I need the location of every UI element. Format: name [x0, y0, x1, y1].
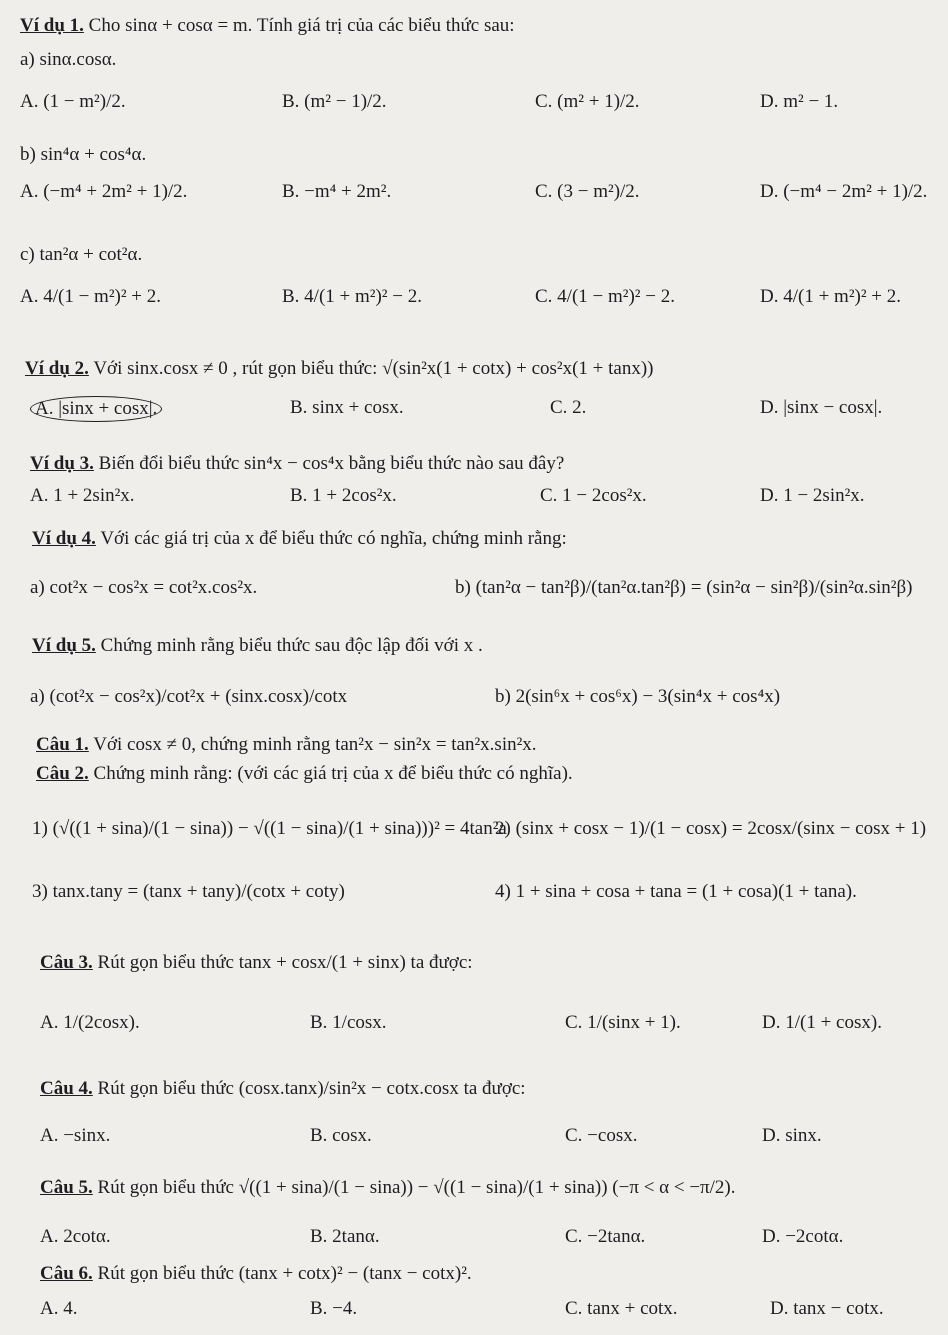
ex1-b-option-d: D. (−m⁴ − 2m² + 1)/2. — [760, 181, 928, 202]
q4-option-d: D. sinx. — [762, 1125, 822, 1146]
ex2-option-d: D. |sinx − cosx|. — [760, 397, 883, 418]
q4-option-b: B. cosx. — [310, 1125, 372, 1146]
q1-statement: Với cosx ≠ 0, chứng minh rằng tan²x − sin²x = tan²x.sin²x. — [93, 734, 537, 755]
q2-part-3: 3) tanx.tany = (tanx + tany)/(cotx + coty) — [32, 881, 345, 902]
q6-statement: Rút gọn biểu thức (tanx + cotx)² − (tanx − cotx)². — [97, 1263, 472, 1284]
q4-title: Câu 4. — [40, 1078, 93, 1099]
ex3-statement: Biến đổi biểu thức sin⁴x − cos⁴x bằng biểu thức nào sau đây? — [98, 453, 565, 474]
q2-title: Câu 2. — [36, 763, 89, 784]
q5-option-b: B. 2tanα. — [310, 1226, 380, 1247]
q3-title: Câu 3. — [40, 952, 93, 973]
q4-option-a: A. −sinx. — [40, 1125, 111, 1146]
ex4-title: Ví dụ 4. — [32, 528, 96, 549]
ex5-part-b: b) 2(sin⁶x + cos⁶x) − 3(sin⁴x + cos⁴x) — [495, 686, 781, 707]
ex1-b-option-b: B. −m⁴ + 2m². — [282, 181, 392, 202]
q2-part-2: 2) (sinx + cosx − 1)/(1 − cosx) = 2cosx/(sinx − cosx + 1) — [495, 818, 927, 839]
worksheet-page: Ví dụ 1. Cho sinα + cosα = m. Tính giá trị của các biểu thức sau: a) sinα.cosα. A. (1 − m²)/2. B. (m² − 1)/2. C. (m² + 1)/2. D. m² − 1. b) sin⁴α + cos⁴α. A. (−m⁴ + 2m² + 1)/2. B. −m⁴ + 2m². C. (3 − m²)/2. D. (−m⁴ − 2m² + 1)/2. c) tan²α + cot²α. A. 4/(1 − m²)² + 2. B. 4/(1 + m²)² − 2. C. 4/(1 − m²)² − 2. D. 4/(1 + m²)² + 2. Ví dụ 2. Với sinx.cosx ≠ 0 , rút gọn biểu thức: √(sin²x(1 + cotx) + cos²x(1 + tanx)) A. |sinx + cosx|. B. sinx + cosx. C. 2. D. |sinx − cosx|. Ví dụ 3. Biến đổi biểu thức sin⁴x − cos⁴x bằng biểu thức nào sau đây? A. 1 + 2sin²x. B. 1 + 2cos²x. C. 1 − 2cos²x. D. 1 − 2sin²x. Ví dụ 4. Với các giá trị của x để biểu thức có nghĩa, chứng minh rằng: a) cot²x − cos²x = cot²x.cos²x. b) (tan²α − tan²β)/(tan²α.tan²β) = (sin²α − sin²β)/(sin²α.sin²β) Ví dụ 5. Chứng minh rằng biểu thức sau độc lập đối với x . a) (cot²x − cos²x)/cot²x + (sinx.cosx)/cotx b) 2(sin⁶x + cos⁶x) − 3(sin⁴x + cos⁴x) Câu 1. Với cosx ≠ 0, chứng minh rằng tan²x − sin²x = tan²x.sin²x. Câu 2. Chứng minh rằng: (với các giá trị của x để biểu thức có nghĩa). 1) (√((1 + sina)/(1 − sina)) − √((1 − sina)/(1 + sina)))² = 4tan²a 2) (sinx + cosx − 1)/(1 − cosx) = 2cosx/(sinx − cosx + 1) 3) tanx.tany = (tanx + tany)/(cotx + coty) 4) 1 + sina + cosa + tana = (1 + cosa)(1 + tana). Câu 3. Rút gọn biểu thức tanx + cosx/(1 + sinx) ta được: A. 1/(2cosx). B. 1/cosx. C. 1/(sinx + 1). D. 1/(1 + cosx). Câu 4. Rút gọn biểu thức (cosx.tanx)/sin²x − cotx.cosx ta được: A. −sinx. B. cosx. C. −cosx. D. sinx. Câu 5. Rút gọn biểu thức √((1 + sina)/(1 − sina)) − √((1 − sina)/(1 + sina)) (−π < α < −π/2). A. 2cotα. B. 2tanα. C. −2tanα. D. −2cotα. Câu 6. Rút gọn biểu thức (tanx + cotx)² − (tanx − cotx)². A. 4. B. −4. C. tanx + cotx. D. tanx − cotx. — [20, 15, 928, 1319]
ex4-part-b: b) (tan²α − tan²β)/(tan²α.tan²β) = (sin²α − sin²β)/(sin²α.sin²β) — [455, 577, 913, 598]
q2-statement: Chứng minh rằng: (với các giá trị của x để biểu thức có nghĩa). — [93, 763, 573, 784]
q6-option-c: C. tanx + cotx. — [565, 1298, 678, 1319]
q5-title: Câu 5. — [40, 1177, 93, 1198]
ex1-c-option-a: A. 4/(1 − m²)² + 2. — [20, 286, 162, 307]
q3-option-a: A. 1/(2cosx). — [40, 1012, 140, 1033]
ex2-title: Ví dụ 2. — [25, 358, 89, 379]
ex3-option-b: B. 1 + 2cos²x. — [290, 485, 397, 506]
q2-part-1: 1) (√((1 + sina)/(1 − sina)) − √((1 − sina)/(1 + sina)))² = 4tan²a — [32, 818, 507, 839]
q5-option-d: D. −2cotα. — [762, 1226, 844, 1247]
q5-option-a: A. 2cotα. — [40, 1226, 111, 1247]
ex1-b-option-a: A. (−m⁴ + 2m² + 1)/2. — [20, 181, 188, 202]
ex2-option-c: C. 2. — [550, 397, 587, 418]
ex1-a-option-d: D. m² − 1. — [760, 91, 839, 112]
ex5-title: Ví dụ 5. — [32, 635, 96, 656]
ex1-a-option-a: A. (1 − m²)/2. — [20, 91, 126, 112]
q6-option-a: A. 4. — [40, 1298, 78, 1319]
q3-statement: Rút gọn biểu thức tanx + cosx/(1 + sinx) ta được: — [97, 952, 473, 973]
ex5-part-a: a) (cot²x − cos²x)/cot²x + (sinx.cosx)/cotx — [30, 686, 348, 707]
ex1-statement: Cho sinα + cosα = m. Tính giá trị của các biểu thức sau: — [88, 15, 515, 36]
q3-option-d: D. 1/(1 + cosx). — [762, 1012, 882, 1033]
q6-option-d: D. tanx − cotx. — [770, 1298, 884, 1319]
q6-title: Câu 6. — [40, 1263, 93, 1284]
q5-option-c: C. −2tanα. — [565, 1226, 646, 1247]
ex3-title: Ví dụ 3. — [30, 453, 94, 474]
q4-statement: Rút gọn biểu thức (cosx.tanx)/sin²x − cotx.cosx ta được: — [97, 1078, 526, 1099]
ex1-a-option-c: C. (m² + 1)/2. — [535, 91, 640, 112]
ex1-c-option-c: C. 4/(1 − m²)² − 2. — [535, 286, 675, 307]
ex4-statement: Với các giá trị của x để biểu thức có nghĩa, chứng minh rằng: — [100, 528, 567, 549]
ex5-statement: Chứng minh rằng biểu thức sau độc lập đối với x . — [100, 635, 483, 656]
q3-option-c: C. 1/(sinx + 1). — [565, 1012, 681, 1033]
ex2-option-b: B. sinx + cosx. — [290, 397, 404, 418]
ex1-c-option-d: D. 4/(1 + m²)² + 2. — [760, 286, 902, 307]
ex4-part-a: a) cot²x − cos²x = cot²x.cos²x. — [30, 577, 258, 598]
q2-part-4: 4) 1 + sina + cosa + tana = (1 + cosa)(1 + tana). — [495, 881, 857, 902]
ex3-option-a: A. 1 + 2sin²x. — [30, 485, 135, 506]
ex2-statement: Với sinx.cosx ≠ 0 , rút gọn biểu thức: √(sin²x(1 + cotx) + cos²x(1 + tanx)) — [93, 358, 654, 379]
ex3-option-d: D. 1 − 2sin²x. — [760, 485, 865, 506]
ex3-option-c: C. 1 − 2cos²x. — [540, 485, 647, 506]
ex1-b-option-c: C. (3 − m²)/2. — [535, 181, 640, 202]
ex1-a-option-b: B. (m² − 1)/2. — [282, 91, 387, 112]
q3-option-b: B. 1/cosx. — [310, 1012, 387, 1033]
q5-statement: Rút gọn biểu thức √((1 + sina)/(1 − sina)) − √((1 − sina)/(1 + sina)) (−π < α < −π/2). — [97, 1177, 736, 1198]
ex1-c-option-b: B. 4/(1 + m²)² − 2. — [282, 286, 422, 307]
ex2-option-a: A. |sinx + cosx|. — [30, 396, 162, 422]
q1-title: Câu 1. — [36, 734, 89, 755]
q6-option-b: B. −4. — [310, 1298, 358, 1319]
ex1-title: Ví dụ 1. — [20, 15, 84, 36]
q4-option-c: C. −cosx. — [565, 1125, 638, 1146]
